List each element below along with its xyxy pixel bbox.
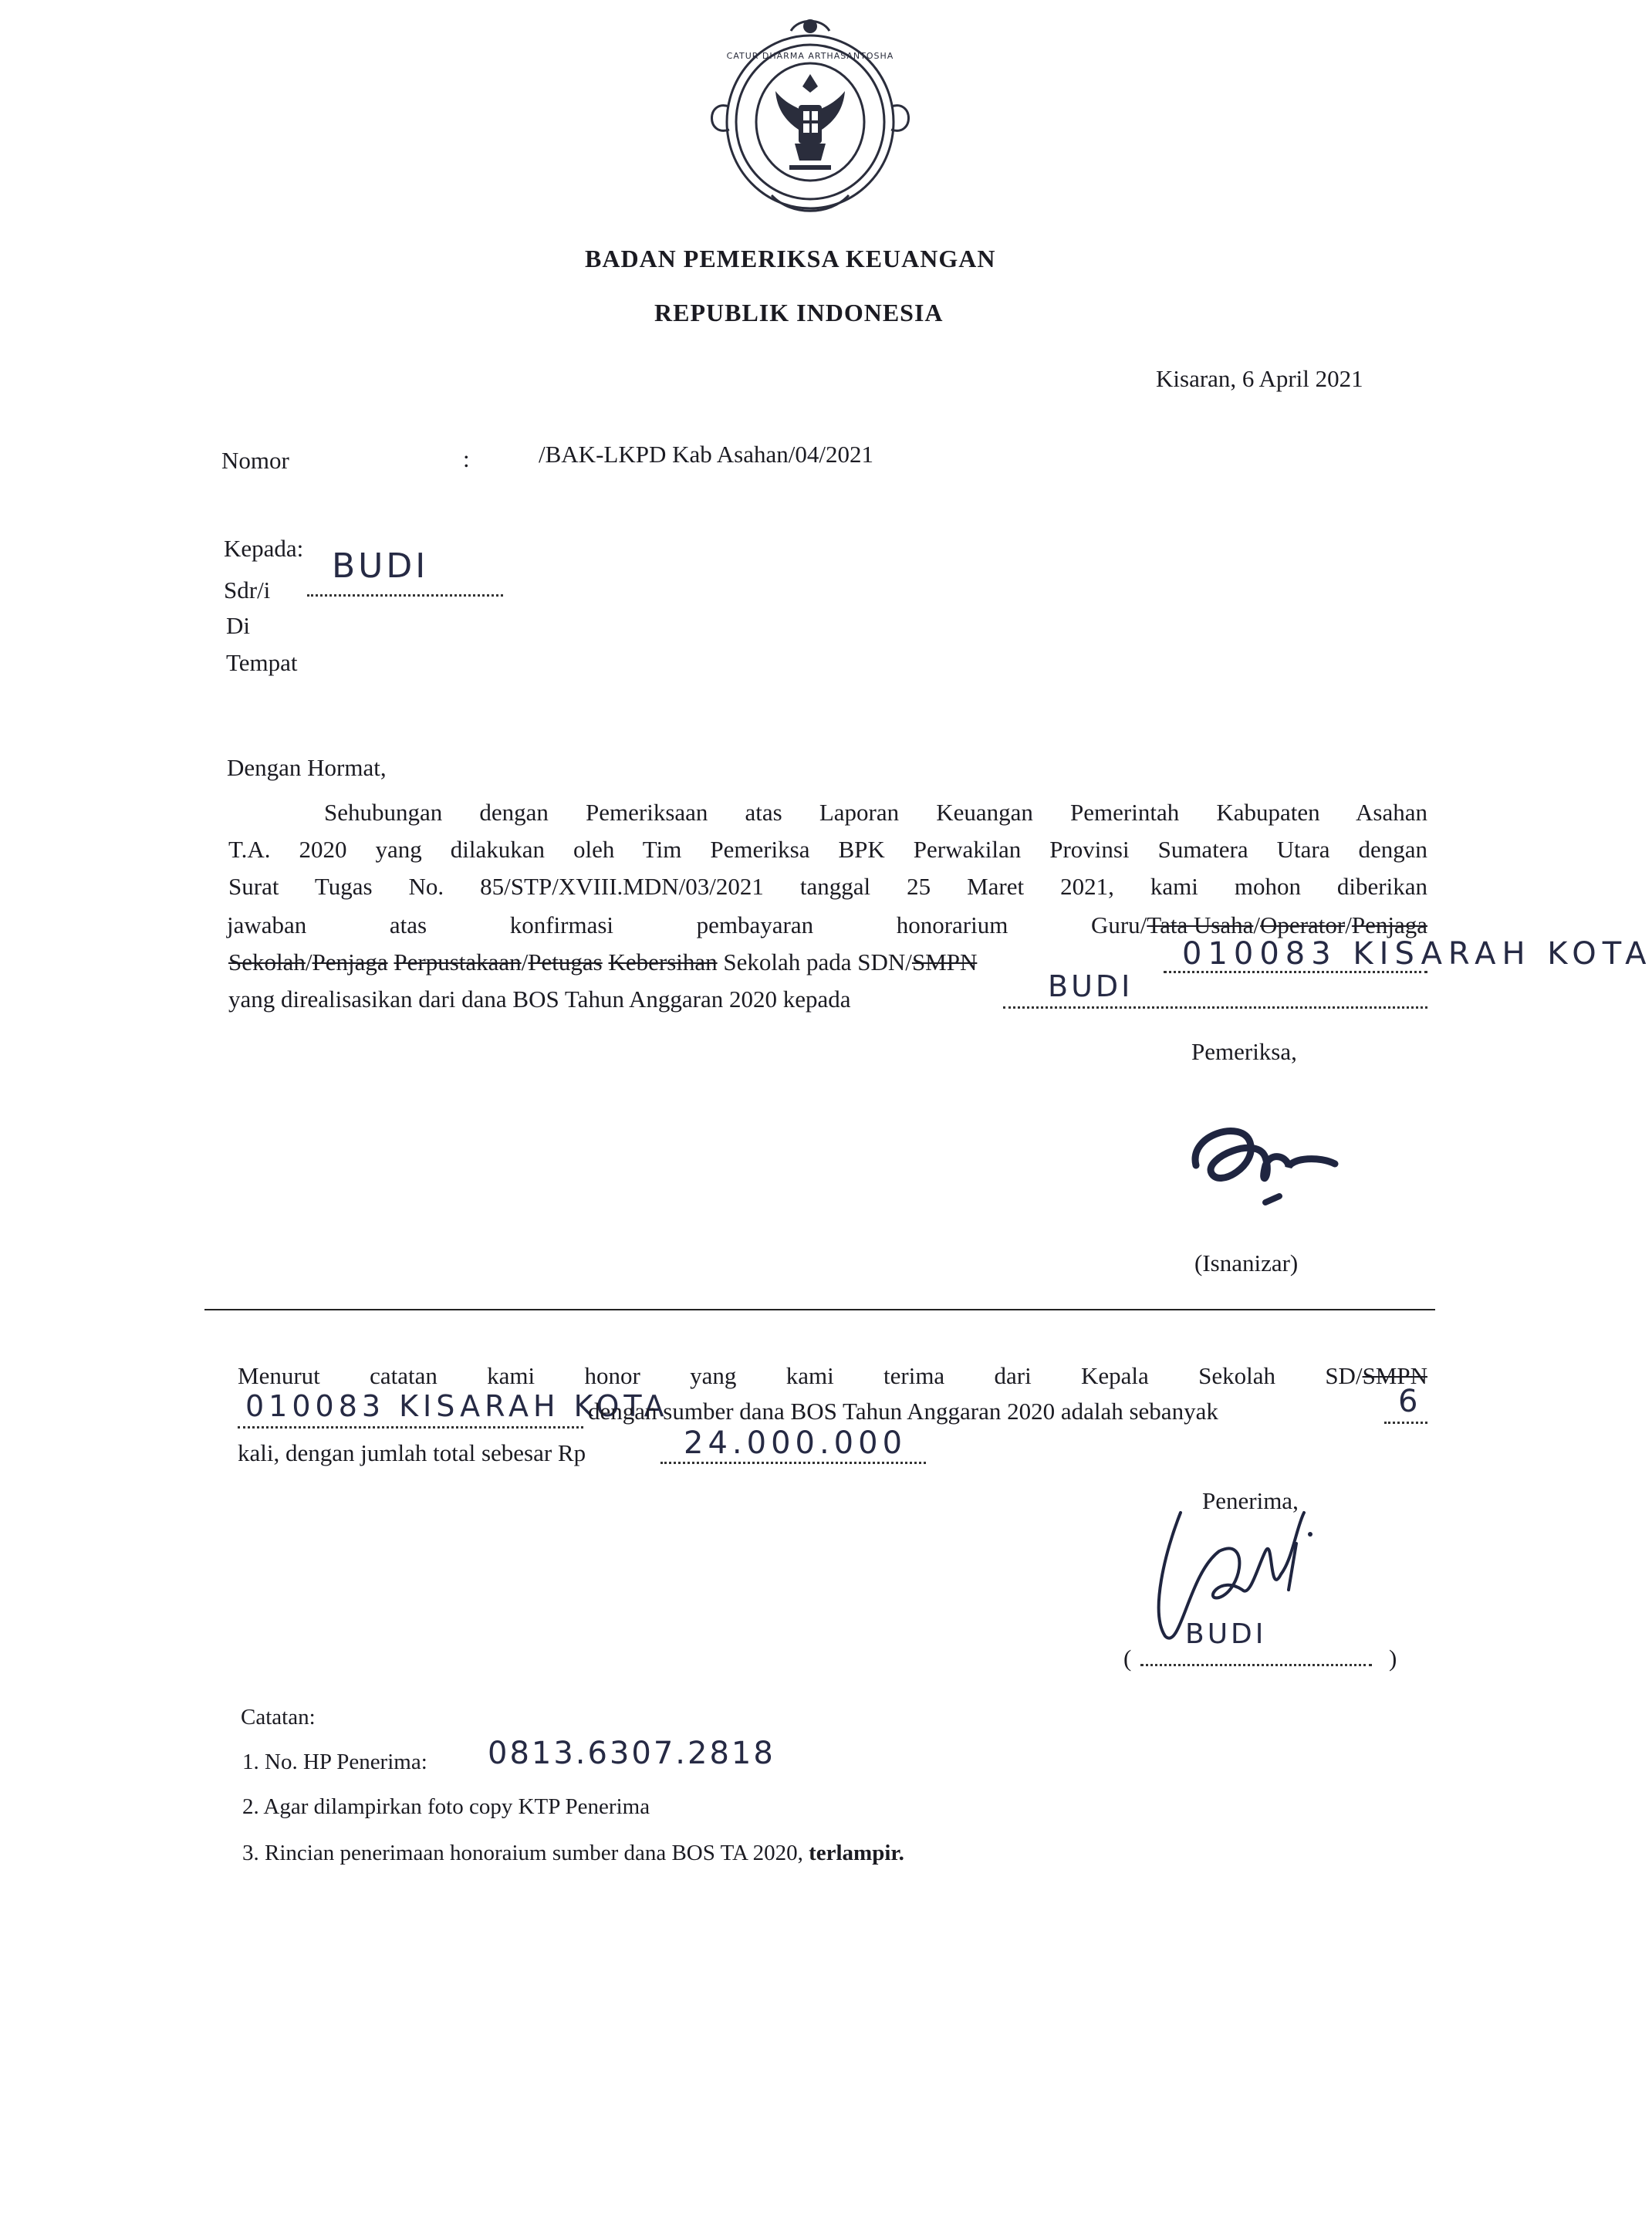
note-1-phone-handwritten: 0813.6307.2818 — [488, 1736, 775, 1771]
sdri-label: Sdr/i — [224, 577, 271, 604]
sdri-dotted-line — [307, 594, 503, 597]
nomor-colon: : — [463, 445, 470, 472]
strike-petugas: Petugas — [528, 948, 603, 975]
body-line-5-text: Sekolah pada SDN/ — [717, 948, 912, 975]
kepada-label: Kepada: — [224, 535, 304, 562]
org-name-line2: REPUBLIK INDONESIA — [654, 299, 944, 326]
reply-school-handwritten: 010083 KISARAH KOTA — [245, 1389, 669, 1423]
org-name-line1: BADAN PEMERIKSA KEUANGAN — [585, 245, 996, 272]
place-date: Kisaran, 6 April 2021 — [1156, 365, 1363, 392]
body-line-2 — [228, 835, 1427, 864]
slash: / — [305, 948, 312, 975]
addressee-name-handwritten: BUDI — [332, 546, 429, 586]
strike-operator: Operator — [1260, 911, 1346, 938]
salutation: Dengan Hormat, — [227, 754, 387, 781]
times-dotted-line — [1384, 1422, 1427, 1424]
reply-school-dotted-line — [238, 1426, 583, 1429]
note-2: 2. Agar dilampirkan foto copy KTP Penerima — [242, 1794, 650, 1819]
recipient-name-handwritten: BUDI — [1048, 969, 1133, 1003]
receiver-dotted-line — [1140, 1664, 1372, 1666]
body-line-1 — [324, 798, 1427, 827]
body-line-2-text: T.A. 2020 yang dilakukan oleh Tim Pemeriksa BPK Perwakilan Provinsi Sumatera Utara dengan — [228, 836, 1427, 863]
di-label: Di — [226, 612, 250, 639]
receiver-paren-open: ( — [1123, 1645, 1132, 1672]
seal-text: CATUR DHARMA ARTHASANTOSHA — [726, 51, 894, 61]
reply-line-1 — [238, 1361, 1427, 1390]
tempat-label: Tempat — [226, 649, 298, 676]
receiver-name-handwritten: BUDI — [1185, 1618, 1267, 1650]
nomor-label: Nomor — [221, 447, 289, 474]
body-line-3-text: Surat Tugas No. 85/STP/XVIII.MDN/03/2021 tanggal 25 Maret 2021, kami mohon diberikan — [228, 873, 1427, 900]
body-line-6: yang direalisasikan dari dana BOS Tahun Anggaran 2020 kepada — [228, 986, 851, 1013]
reply-line-2: dengan sumber dana BOS Tahun Anggaran 2020 adalah sebanyak — [588, 1398, 1218, 1425]
notes-heading: Catatan: — [241, 1705, 316, 1730]
strike-perpustakaan: Perpustakaan — [394, 948, 522, 975]
note-1-label: 1. No. HP Penerima: — [242, 1750, 427, 1774]
slash: / — [1345, 911, 1352, 938]
strike-smpn-reply: SMPN — [1362, 1362, 1427, 1389]
body-line-4-pembayaran: pembayaran — [696, 911, 814, 938]
school-name-handwritten: 010083 KISARAH KOTA — [1182, 936, 1652, 972]
slash: / — [1253, 911, 1261, 938]
body-line-4-konfirmasi: konfirmasi — [509, 911, 614, 938]
bpk-seal-logo — [698, 14, 922, 222]
strike-tata-usaha: Tata Usaha — [1147, 911, 1254, 938]
reply-line-1-text: Menurut catatan kami honor yang kami terima dari Kepala Sekolah SD/ — [238, 1362, 1363, 1389]
body-line-4-honorarium: honorarium — [896, 911, 1008, 938]
examiner-name: (Isnanizar) — [1194, 1249, 1299, 1276]
receiver-paren-close: ) — [1389, 1645, 1397, 1672]
pemeriksa-label: Pemeriksa, — [1191, 1038, 1297, 1065]
penerima-label: Penerima, — [1202, 1487, 1299, 1514]
strike-smpn: SMPN — [911, 948, 978, 975]
strike-sekolah: Sekolah — [228, 948, 306, 975]
body-line-4-tail: Guru/Tata Usaha/Operator/Penjaga — [1090, 911, 1427, 938]
strike-kebersihan: Kebersihan — [608, 948, 718, 975]
recipient-dotted-line — [1003, 1006, 1427, 1009]
strike-penjaga: Penjaga — [1351, 911, 1427, 938]
strike-penjaga-2: Penjaga — [312, 948, 388, 975]
reply-line-3: kali, dengan jumlah total sebesar Rp — [238, 1439, 586, 1466]
body-line-1-text: Sehubungan dengan Pemeriksaan atas Laporan Keuangan Pemerintah Kabupaten Asahan — [324, 799, 1427, 826]
examiner-signature-icon — [1173, 1104, 1358, 1227]
separator-line — [204, 1309, 1435, 1310]
note-3 — [242, 1840, 904, 1867]
body-line-5 — [228, 948, 977, 976]
times-handwritten: 6 — [1398, 1384, 1421, 1419]
body-line-4-atas: atas — [389, 911, 427, 938]
body-line-4-jawaban: jawaban — [227, 911, 307, 938]
nomor-value: /BAK-LKPD Kab Asahan/04/2021 — [539, 441, 873, 468]
amount-handwritten: 24.000.000 — [684, 1425, 907, 1461]
body-line-3 — [228, 872, 1427, 901]
note-3-text: 3. Rincian penerimaan honoraium sumber dana BOS TA 2020, — [242, 1841, 809, 1865]
amount-dotted-line — [660, 1462, 926, 1464]
slash: / — [521, 948, 529, 975]
note-3-bold: terlampir. — [809, 1841, 904, 1865]
